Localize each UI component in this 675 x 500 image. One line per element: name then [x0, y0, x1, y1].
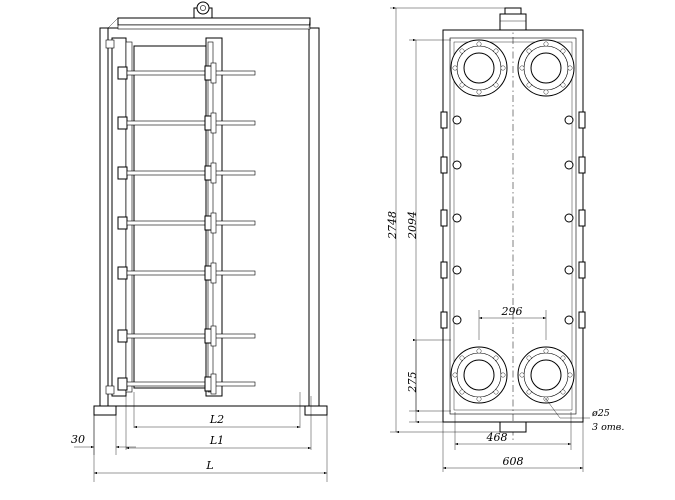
dim-468-label: 468 [486, 431, 508, 444]
tightening-bolt-row [118, 263, 255, 283]
tightening-bolt-row [118, 163, 255, 183]
top-roller-assembly [189, 2, 217, 18]
hole-count-note: 3 отв. [592, 422, 625, 433]
tightening-bolt-row [118, 374, 255, 394]
front-dimension-lines [74, 427, 327, 473]
tightening-bolt-row [118, 113, 255, 133]
dim-30-label: 30 [71, 433, 85, 446]
front-view [71, 2, 327, 482]
tightening-bolt-row [118, 326, 255, 346]
top-carrying-bar [108, 18, 310, 29]
dim-296-label: 296 [501, 305, 523, 318]
dim-2748-label: 2748 [386, 211, 399, 239]
side-view [386, 8, 624, 472]
dim-L1-label: L1 [209, 434, 225, 447]
tightening-bolts [118, 63, 255, 394]
dim-275-label: 275 [406, 371, 419, 393]
hole-diameter-note: ø25 [592, 408, 610, 419]
tightening-bolt-row [118, 213, 255, 233]
tightening-bolt-row [118, 63, 255, 83]
dim-L-label: L [206, 459, 214, 472]
top-lug [500, 8, 526, 30]
dim-2094-label: 2094 [406, 211, 419, 239]
dim-608-label: 608 [502, 455, 524, 468]
dim-L2-label: L2 [209, 413, 225, 426]
